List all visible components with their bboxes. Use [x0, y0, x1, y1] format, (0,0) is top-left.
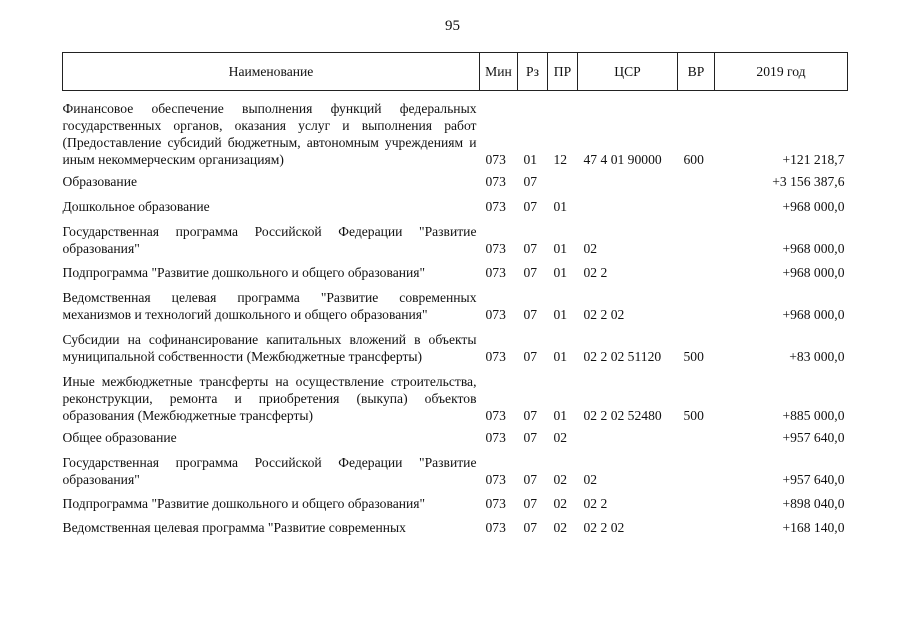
table-row [63, 488, 848, 512]
row-min: 073 [485, 241, 506, 256]
row-sum: +968 000,0 [782, 265, 845, 280]
header-min: Мин [480, 53, 518, 91]
row-min: 073 [485, 152, 506, 167]
row-sum: +168 140,0 [782, 520, 845, 535]
row-rz: 07 [523, 199, 538, 214]
page-number: 95 [445, 18, 460, 34]
table-row [63, 281, 848, 323]
row-vr [678, 281, 715, 323]
row-name: Субсидии на софинансирование капитальных вложений в объекты муниципальной собственности (Межбюджетные трансферты) [62, 332, 477, 364]
header-name: Наименование [63, 53, 480, 91]
row-name: Образование [62, 174, 138, 189]
row-rz: 07 [523, 472, 538, 487]
row-name: Подпрограмма "Развитие дошкольного и общего образования" [62, 496, 426, 511]
row-csr: 02 2 [583, 265, 608, 280]
row-csr: 02 2 02 [583, 520, 625, 535]
row-csr: 47 4 01 90000 [583, 152, 662, 167]
row-pr: 01 [553, 241, 568, 256]
row-pr: 01 [553, 408, 568, 423]
table-row [63, 190, 848, 215]
table-row [63, 168, 848, 190]
row-name: Ведомственная целевая программа "Развитие современных [62, 520, 406, 535]
row-sum: +968 000,0 [782, 199, 845, 214]
header-vr: ВР [678, 53, 715, 91]
row-min: 073 [485, 265, 506, 280]
row-pr: 01 [553, 307, 568, 322]
row-sum: +968 000,0 [782, 241, 845, 256]
table-row [63, 257, 848, 281]
row-vr [678, 488, 715, 512]
row-rz: 07 [523, 430, 538, 445]
table-row [63, 365, 848, 424]
row-name: Финансовое обеспечение выполнения функций федеральных государственных органов, оказания услуг и выполнения работ (Предоставление субсидий бюджетным, автономным учреждениям и иным некоммерческим организациям) [62, 101, 477, 167]
header-year: 2019 год [715, 53, 848, 91]
row-sum: +121 218,7 [782, 152, 845, 167]
row-min: 073 [485, 472, 506, 487]
row-min: 073 [485, 496, 506, 511]
row-pr: 02 [553, 472, 568, 487]
row-csr: 02 2 02 52480 [583, 408, 662, 423]
row-rz: 07 [523, 408, 538, 423]
row-csr: 02 [583, 472, 598, 487]
row-min: 073 [485, 349, 506, 364]
row-sum: +968 000,0 [782, 307, 845, 322]
row-min: 073 [485, 430, 506, 445]
row-pr: 01 [553, 265, 568, 280]
row-min: 073 [485, 199, 506, 214]
row-name: Ведомственная целевая программа "Развитие современных механизмов и технологий дошкольного и общего образования" [62, 290, 477, 322]
row-rz: 07 [523, 349, 538, 364]
row-csr: 02 2 02 [583, 307, 625, 322]
row-pr: 02 [553, 496, 568, 511]
table-row [63, 446, 848, 488]
row-vr: 500 [683, 408, 704, 423]
row-name: Государственная программа Российской Федерации "Развитие образования" [62, 455, 477, 487]
row-csr [578, 168, 678, 190]
row-rz: 01 [523, 152, 538, 167]
table-row [63, 512, 848, 536]
row-csr: 02 2 02 51120 [583, 349, 662, 364]
row-rz: 07 [523, 307, 538, 322]
row-pr: 12 [553, 152, 568, 167]
row-min: 073 [485, 174, 506, 189]
row-vr [678, 190, 715, 215]
row-csr [578, 424, 678, 446]
row-vr [678, 215, 715, 257]
row-csr: 02 2 [583, 496, 608, 511]
row-rz: 07 [523, 520, 538, 535]
budget-table [62, 52, 848, 536]
row-sum: +83 000,0 [789, 349, 845, 364]
row-name: Дошкольное образование [62, 199, 210, 214]
row-csr: 02 [583, 241, 598, 256]
row-vr [678, 512, 715, 536]
row-pr: 01 [553, 199, 568, 214]
row-vr [678, 168, 715, 190]
row-rz: 07 [523, 496, 538, 511]
row-csr [578, 190, 678, 215]
row-pr: 01 [553, 349, 568, 364]
row-rz: 07 [523, 174, 538, 189]
row-vr: 600 [683, 152, 704, 167]
table-row [63, 323, 848, 365]
row-pr [548, 168, 578, 190]
header-pr: ПР [548, 53, 578, 91]
row-pr: 02 [553, 430, 568, 445]
row-name: Подпрограмма "Развитие дошкольного и общего образования" [62, 265, 426, 280]
row-vr: 500 [683, 349, 704, 364]
row-name: Иные межбюджетные трансферты на осуществление строительства, реконструкции, ремонта и приобретения (выкупа) объектов образования (Межбюджетные трансферты) [62, 374, 477, 423]
row-rz: 07 [523, 241, 538, 256]
row-sum: +957 640,0 [782, 430, 845, 445]
header-csr: ЦСР [578, 53, 678, 91]
row-vr [678, 257, 715, 281]
row-sum: +3 156 387,6 [772, 174, 845, 189]
row-min: 073 [485, 307, 506, 322]
row-sum: +957 640,0 [782, 472, 845, 487]
row-min: 073 [485, 520, 506, 535]
row-rz: 07 [523, 265, 538, 280]
table-row [63, 215, 848, 257]
row-sum: +898 040,0 [782, 496, 845, 511]
table-row [63, 91, 848, 169]
row-sum: +885 000,0 [782, 408, 845, 423]
row-vr [678, 446, 715, 488]
table-header-row [63, 53, 848, 91]
row-name: Государственная программа Российской Федерации "Развитие образования" [62, 224, 477, 256]
row-pr: 02 [553, 520, 568, 535]
row-name: Общее образование [62, 430, 177, 445]
row-min: 073 [485, 408, 506, 423]
table-row [63, 424, 848, 446]
row-vr [678, 424, 715, 446]
header-rz: Рз [518, 53, 548, 91]
